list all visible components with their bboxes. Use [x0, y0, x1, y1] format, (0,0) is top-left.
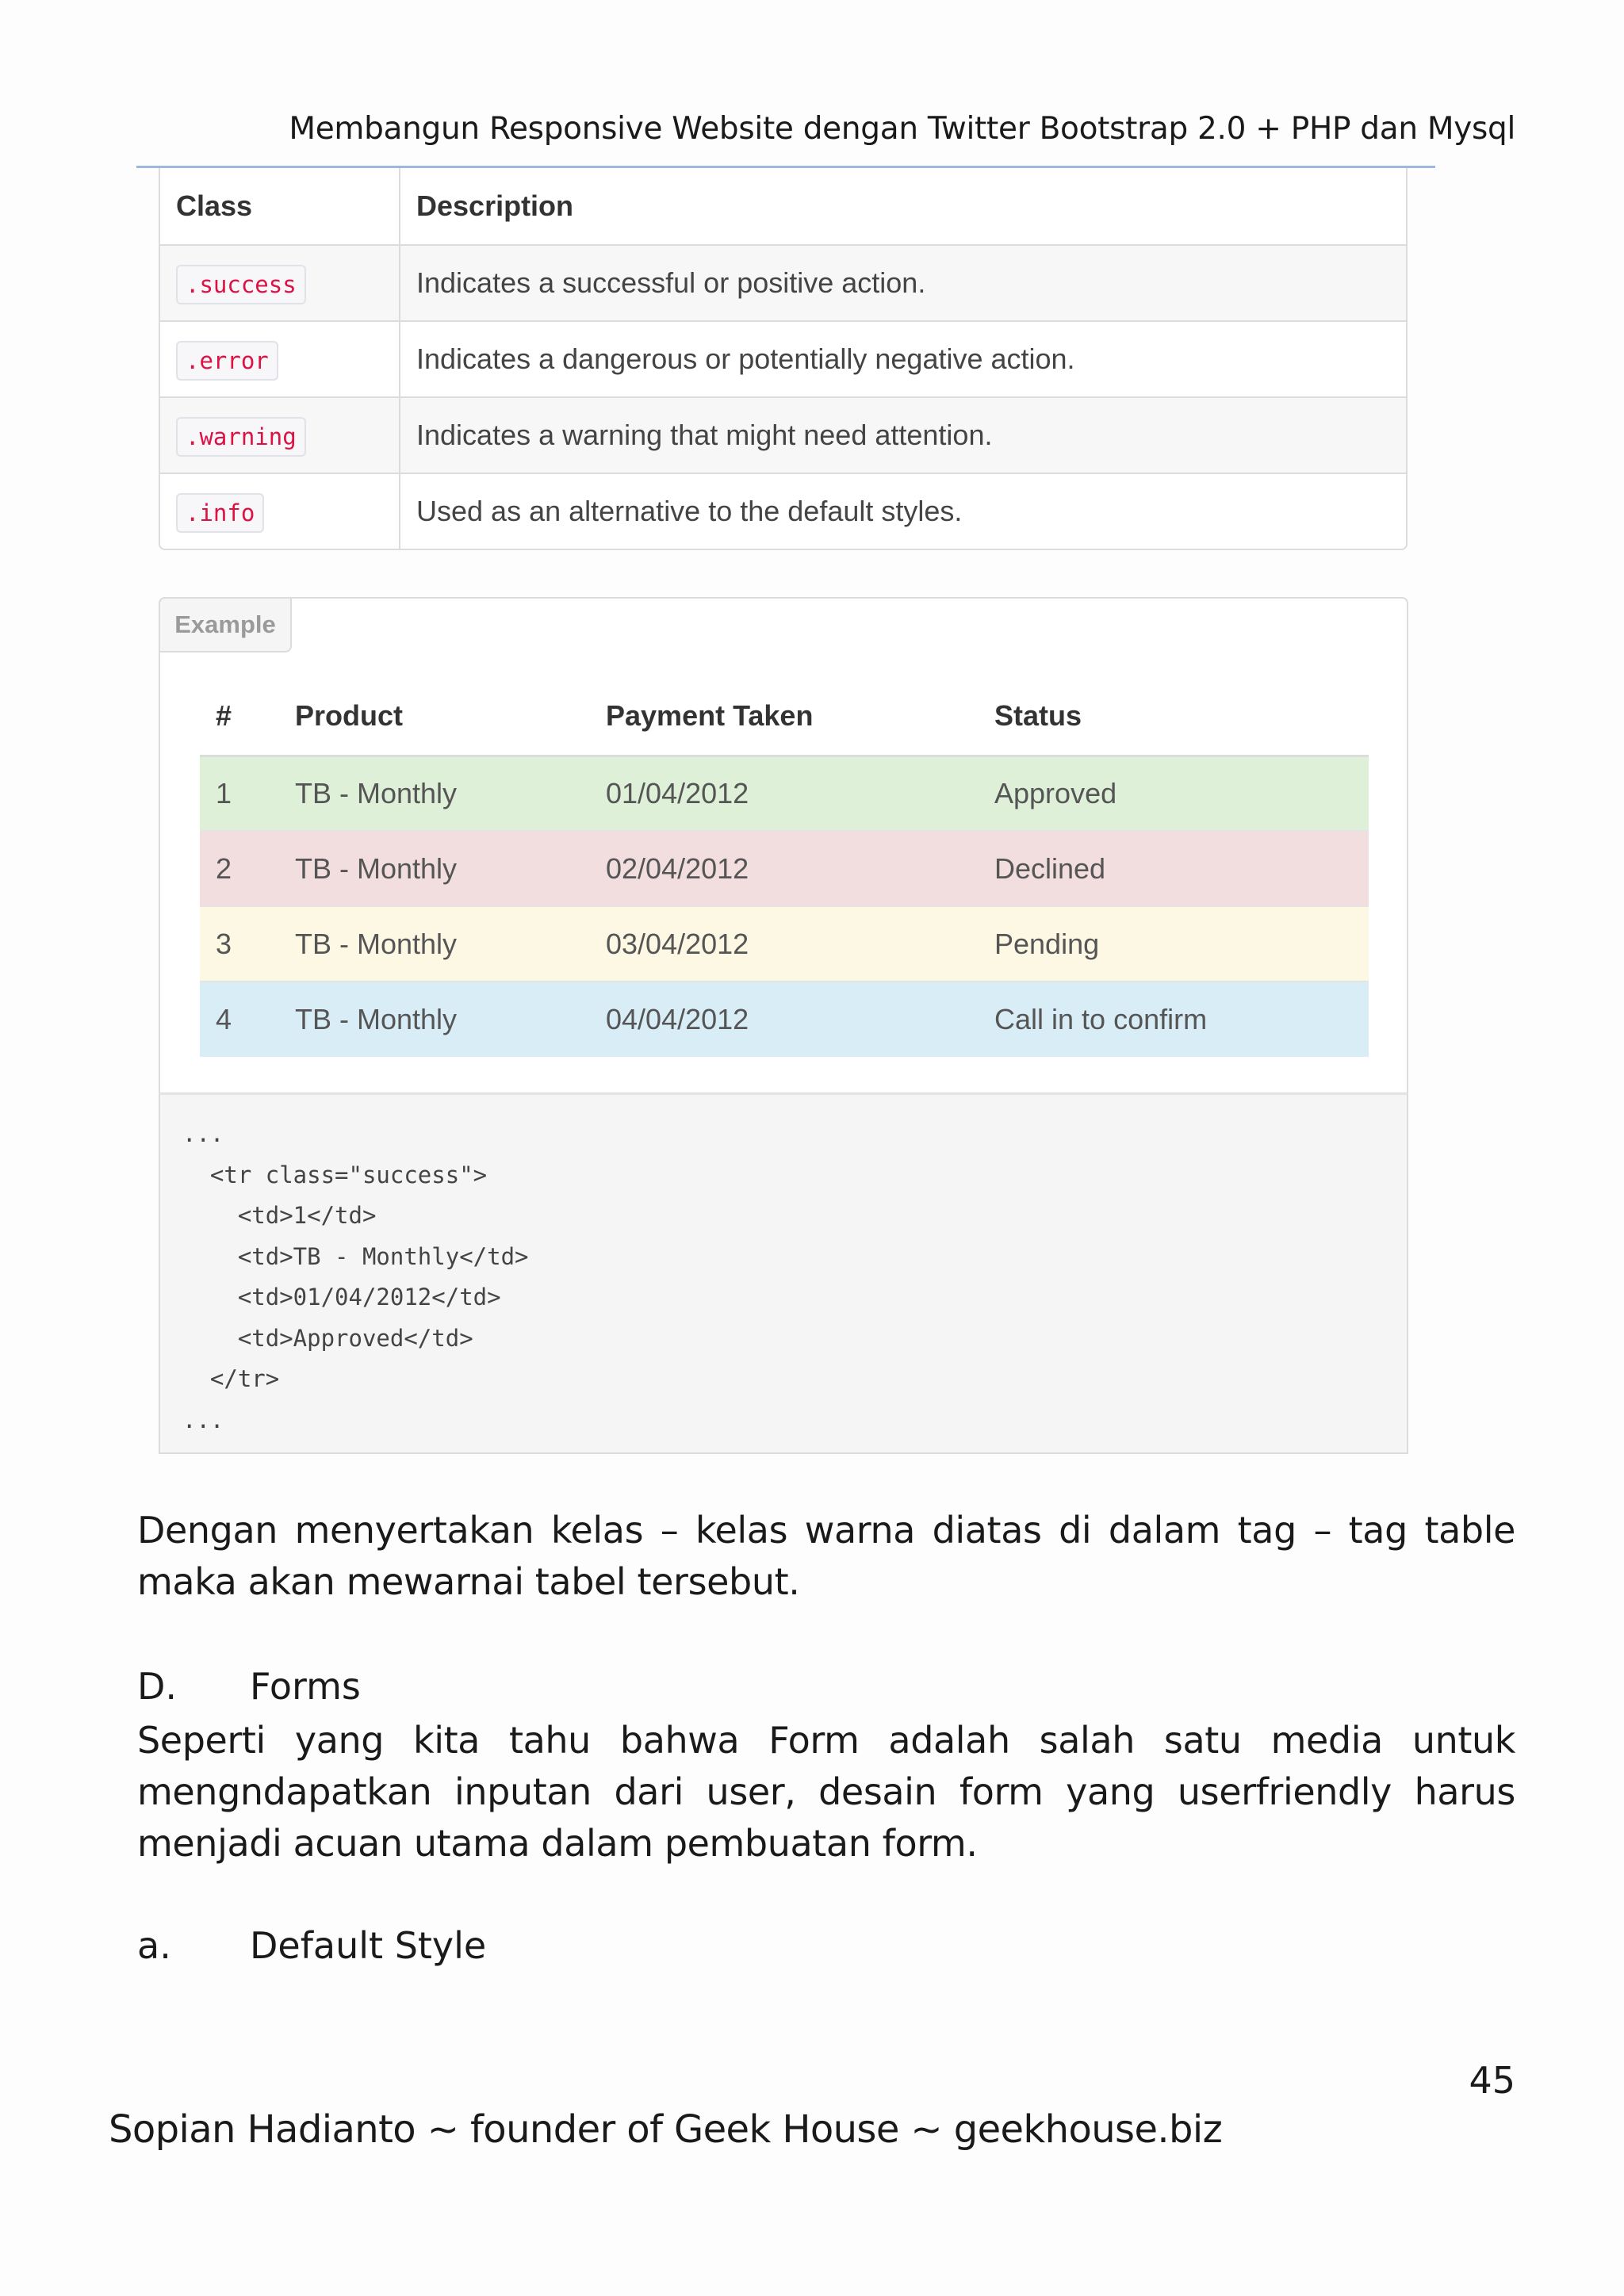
column-header-description: Description	[416, 189, 574, 222]
status-table	[200, 678, 1369, 1057]
description-cell: Indicates a warning that might need attention.	[400, 396, 1406, 473]
class-code: .warning	[176, 417, 306, 457]
product-cell: TB - Monthly	[279, 831, 590, 906]
description-cell: Indicates a successful or positive action.	[400, 244, 1406, 320]
class-table-header-row	[160, 168, 1406, 244]
class-table	[159, 168, 1408, 550]
column-header-payment: Payment Taken	[590, 678, 979, 756]
section-label: a.	[137, 1924, 171, 1967]
table-row-info	[200, 982, 1369, 1057]
section-heading-forms	[137, 1665, 361, 1708]
table-row-error	[200, 831, 1369, 906]
description-cell: Used as an alternative to the default styles.	[400, 473, 1406, 549]
row-number: 4	[200, 982, 279, 1057]
payment-cell: 03/04/2012	[590, 906, 979, 982]
class-code: .info	[176, 493, 264, 533]
code-block: ... <tr class="success"> <td>1</td> <td>TB - Monthly</td> <td>01/04/2012</td> <td>Approved</td> </tr> ...	[159, 1093, 1408, 1454]
status-cell: Approved	[979, 756, 1369, 831]
column-header-class: Class	[160, 168, 400, 244]
running-header: Membangun Responsive Website dengan Twitter Bootstrap 2.0 + PHP dan Mysql	[289, 111, 1515, 147]
column-header-product: Product	[279, 678, 590, 756]
table-row	[160, 473, 1406, 549]
class-cell	[160, 320, 400, 396]
class-code: .success	[176, 265, 306, 304]
status-cell: Call in to confirm	[979, 982, 1369, 1057]
column-header-status: Status	[979, 678, 1369, 756]
table-row	[160, 244, 1406, 320]
body-paragraph: Seperti yang kita tahu bahwa Form adalah salah satu media untuk mengndapatkan inputan dari user, desain form yang userfriendly harus menjadi acuan utama dalam pembuatan form.	[137, 1719, 1515, 1865]
row-number: 1	[200, 756, 279, 831]
payment-cell: 04/04/2012	[590, 982, 979, 1057]
column-header-number: #	[200, 678, 279, 756]
class-cell	[160, 244, 400, 320]
status-cell: Pending	[979, 906, 1369, 982]
section-title: Default Style	[250, 1924, 487, 1967]
row-number: 3	[200, 906, 279, 982]
table-row-success	[200, 756, 1369, 831]
description-cell: Indicates a dangerous or potentially negative action.	[400, 320, 1406, 396]
class-cell	[160, 396, 400, 473]
example-tag: Example	[159, 597, 292, 652]
page-number: 45	[1469, 2059, 1515, 2102]
body-paragraph: Dengan menyertakan kelas – kelas warna diatas di dalam tag – tag table maka akan mewarnai tabel tersebut.	[137, 1509, 1515, 1603]
table-row	[160, 396, 1406, 473]
payment-cell: 01/04/2012	[590, 756, 979, 831]
section-label: D.	[137, 1665, 178, 1708]
row-number: 2	[200, 831, 279, 906]
payment-cell: 02/04/2012	[590, 831, 979, 906]
status-cell: Declined	[979, 831, 1369, 906]
section-heading-default-style	[137, 1924, 486, 1967]
class-code: .error	[176, 341, 278, 381]
status-table-header-row	[200, 678, 1369, 756]
table-row	[160, 320, 1406, 396]
product-cell: TB - Monthly	[279, 982, 590, 1057]
product-cell: TB - Monthly	[279, 756, 590, 831]
section-title: Forms	[250, 1665, 361, 1708]
class-cell	[160, 473, 400, 549]
table-row-warning	[200, 906, 1369, 982]
product-cell: TB - Monthly	[279, 906, 590, 982]
footer: Sopian Hadianto ~ founder of Geek House ~ geekhouse.biz	[109, 2107, 1223, 2152]
